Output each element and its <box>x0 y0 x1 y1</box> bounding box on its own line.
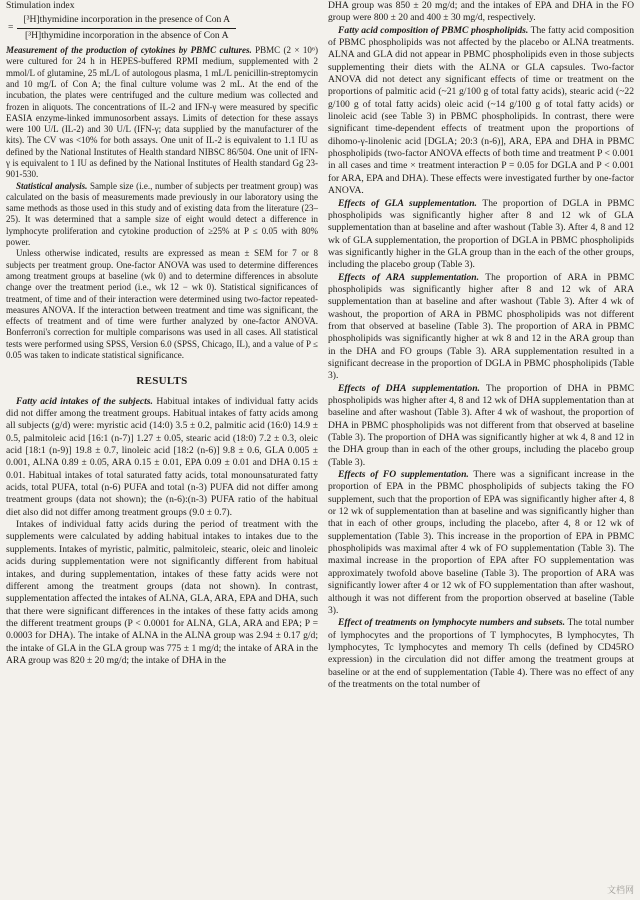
statistics-paragraph-2: Unless otherwise indicated, results are expressed as mean ± SEM for 7 or 8 subjects per treatment group. One-factor ANOVA was used to determine differences among treatment groups at baseline (wk 0) and to determine differences in absolute change over the treatment period (i.e., wk 12 − wk 0). Statistical significances of treatment, of time and of their interaction were determined using two-factor repeated-measures ANOVA. If the interaction between treatment and time was significant, the effects of treatment and of time were further analyzed by one-factor ANOVA. Bonferroni's correction for multiple comparisons was used in all cases. All statistical tests were performed using SPSS, Version 6.0 (SPSS, Chicago, IL), and a value of P ≤ 0.05 was taken to indicate statistical significance. <box>6 248 318 361</box>
ara-heading: Effects of ARA supplementation. <box>338 271 480 283</box>
statistics-text: Sample size (i.e., number of subjects per treatment group) was calculated on the basis of measurements made previously in our laboratory using the same methods as those used in this study and of existing data from the literature (23–25). It was determined that a sample size of eight would detect a difference in lymphocyte proliferation and cytokine production of ≥25% at P ≤ 0.05 with 80% power. <box>6 180 318 248</box>
dha-heading: Effects of DHA supplementation. <box>338 382 480 394</box>
gla-heading: Effects of GLA supplementation. <box>338 197 477 209</box>
right-column <box>328 0 634 900</box>
gla-paragraph <box>328 198 634 272</box>
left-column <box>6 0 318 900</box>
fatty-acid-intake-paragraph-2: Intakes of individual fatty acids during the period of treatment with the supplements were calculated by adding habitual intakes to intakes due to the supplements. Intakes of myristic, palmitic, palmitoleic, stearic, oleic and linoleic acids during supplementation were not significantly different from habitual intakes, and during supplementation, intakes of these fatty acids were not different among the treatment groups (data not shown). In contrast, supplementation affected the intakes of ALNA, GLA, ARA, EPA and DHA, such that there were significant differences in the intakes of these fatty acids among the different treatment groups (P < 0.0001 for ALNA, GLA, ARA and EPA; P = 0.0003 for DHA). The intake of ALNA in the ALNA group was 2.94 ± 0.17 g/d; the intake of GLA in the GLA group was 775 ± 1 mg/d; the intake of ARA in the ARA group was 820 ± 20 mg/d; the intake of DHA in the <box>6 519 318 666</box>
equals-sign: = <box>8 22 14 34</box>
fatty-acid-intake-text: Habitual intakes of individual fatty acids did not differ among the treatment groups. Habitual intakes of fatty acids among all subjects (g/d) were: myristic acid (14:0) 3.5 ± 0.2, palmitic acid (16:0) 14.9 ± 0.5, palmitoleic acid [16:1 (n-7)] 1.27 ± 0.05, stearic acid (18:0) 7.2 ± 0.3, oleic acid [18:1 (n-9)] 19.8 ± 0.7, linoleic acid [18:2 (n-6)] 9.8 ± 0.6, GLA 0.005 ± 0.001, ALNA 0.89 ± 0.05, ARA 0.15 ± 0.01, EPA 0.09 ± 0.01 and DHA 0.15 ± 0.01. Habitual intakes of total saturated fatty acids, total monounsaturated fatty acids, total PUFA, total (n-6) PUFA and total (n-3) PUFA did not differ among treatment groups (data not shown); the (n-6):(n-3) PUFA ratio of the habitual diet also did not differ among treatment groups (9.0 ± 0.7). <box>6 395 318 518</box>
ara-paragraph <box>328 272 634 383</box>
formula-fraction <box>17 14 236 42</box>
pbmc-composition-text: The fatty acid composition of PBMC phospholipids was not affected by the placebo or ALNA treatments. ALNA and GLA did not appear in PBMC phospholipids even in those subjects supplementing their diets with the ALNA or GLA capsules. Two-factor ANOVA did not detect any significant effects of time or treatment on the proportions of palmitic acid (~21 g/100 g of total fatty acids), stearic acid (~22 g/100 g of total fatty acids) oleic acid (~14 g/100 g of total fatty acids) or linoleic acid (see Table 3) in PBMC phospholipids. In contrast, there were significant time-dependent effects of treatment upon the proportions of dihomo-γ-linolenic acid [DGLA; 20:3 (n-6)], ARA, EPA and DHA in PBMC phospholipids (two-factor ANOVA effects of both time and treatment P < 0.001 in all cases and time × treatment interaction P = 0.05 for DGLA and P < 0.001 for ARA, EPA and DHA). These effects were investigated further by one-factor ANOVA. <box>328 24 634 197</box>
pbmc-composition-heading: Fatty acid composition of PBMC phospholipids. <box>338 24 529 36</box>
dha-text: The proportion of DHA in PBMC phospholipids was higher after 4, 8 and 12 wk of DHA supplementation than at baseline and after washout (Table 3). After 4 wk of washout, the proportion of DHA in PBMC phospholipids was not different from that observed at baseline (Table 3). The proportion of DHA was significantly higher at wk 4, 8 and 12 in the DHA group than in each of the other groups, including the placebo group (Table 3). <box>328 382 634 468</box>
cytokine-heading: Measurement of the production of cytokines by PBMC cultures. <box>6 45 252 56</box>
statistics-heading: Statistical analysis. <box>16 180 88 191</box>
gla-text: The proportion of DGLA in PBMC phospholipids was significantly higher after 8 and 12 wk of GLA supplementation than at baseline and after washout (Table 3). After 4, 8 and 12 wk of GLA supplementation, the proportion of DGLA in PBMC phospholipids was significantly higher in the GLA group than in the each of the other groups, including the placebo group (Table 3). <box>328 197 634 271</box>
stimulation-index-formula <box>8 14 318 42</box>
pbmc-composition-paragraph <box>328 25 634 198</box>
results-heading: RESULTS <box>136 375 188 388</box>
fo-paragraph <box>328 469 634 617</box>
cytokine-paragraph <box>6 45 318 181</box>
formula-denominator: [³H]thymidine incorporation in the absence of Con A <box>25 29 229 41</box>
cytokine-text: PBMC (2 × 10⁶) were cultured for 24 h in HEPES-buffered RPMI medium, supplemented with 2 mmol/L of glutamine, 25 mL/L of autologous plasma, 1 mL/L penicillin-streptomycin and 10 mg/L of Con A; the final culture volume was 2 mL. At the end of the incubation, the plates were centrifuged and the culture medium was collected and frozen in aliquots. The concentrations of IL-2 and IFN-γ were measured by specific EASIA enzyme-linked immunosorbent assays. Limits of detection for these assays were 100 U/L (IL-2) and 30 U/L (IFN-γ; data supplied by the manufacturer of the kits). The CV was <10% for both assays. One unit of IL-2 is equivalent to 1.1 IU as defined by the National Institutes of Health standard NIBSC 86/504. One unit of IFN-γ is equivalent to 1 IU as defined by the National Institutes of Health standard Gg 23-901-530. <box>6 45 318 180</box>
fo-text: There was a significant increase in the proportion of EPA in the PBMC phospholipids of subjects taking the FO supplement, such that the proportion of EPA was significantly higher after 4, 8 or 12 wk of supplementation than at baseline and was significantly higher than that in each of other groups, including the placebo, after 4, 8 or 12 wk of supplementation (Table 3). This increase in the proportion of EPA in PBMC phospholipids was maximal after 4 wk of FO supplementation (Table 3). The maximal increase in the proportion of EPA after FO supplementation was approximately twofold above baseline (Table 3). The proportion of ARA was significantly lower after 4 or 12 wk of FO supplementation than after washout, although it was not different from the proportion observed at baseline (Table 3). <box>328 469 634 616</box>
fatty-acid-intake-heading: Fatty acid intakes of the subjects. <box>16 395 153 407</box>
dha-paragraph <box>328 383 634 469</box>
statistics-paragraph <box>6 181 318 249</box>
lymphocyte-paragraph <box>328 617 634 691</box>
watermark: 文档网 <box>606 884 634 895</box>
stimulation-index-label: Stimulation index <box>6 0 75 11</box>
fo-heading: Effects of FO supplementation. <box>338 469 469 481</box>
lymphocyte-text: The total number of lymphocytes and the proportions of T lymphocytes, B lymphocytes, Th lymphocytes, Tc lymphocytes and memory Th cells (defined by CD45RO expression) in the circulation did not differ among the treatment groups at baseline or at the end of supplementation (Table 4). There was no effect of any of the treatments on the total number of <box>328 617 634 690</box>
fatty-acid-intake-paragraph <box>6 396 318 519</box>
formula-numerator: [³H]thymidine incorporation in the presence of Con A <box>17 14 236 28</box>
continued-paragraph: DHA group was 850 ± 20 mg/d; and the intakes of EPA and DHA in the FO group were 800 ± 20 and 400 ± 30 mg/d, respectively. <box>328 0 634 24</box>
ara-text: The proportion of ARA in PBMC phospholipids was significantly higher after 8 and 12 wk of ARA supplementation than at baseline and after washout (Table 3). After 4 wk of washout, the proportion of ARA in PBMC phospholipids was not different from that observed at baseline (Table 3). The proportion of ARA in PBMC phospholipids was significantly higher at wk 8 and 12 in the ARA group than in the DHA and FO groups (Table 3). ARA supplementation resulted in a significant decrease in the proportion of DGLA in PBMC phospholipids (Table 3). <box>328 271 634 382</box>
lymphocyte-heading: Effect of treatments on lymphocyte numbers and subsets. <box>338 617 565 629</box>
